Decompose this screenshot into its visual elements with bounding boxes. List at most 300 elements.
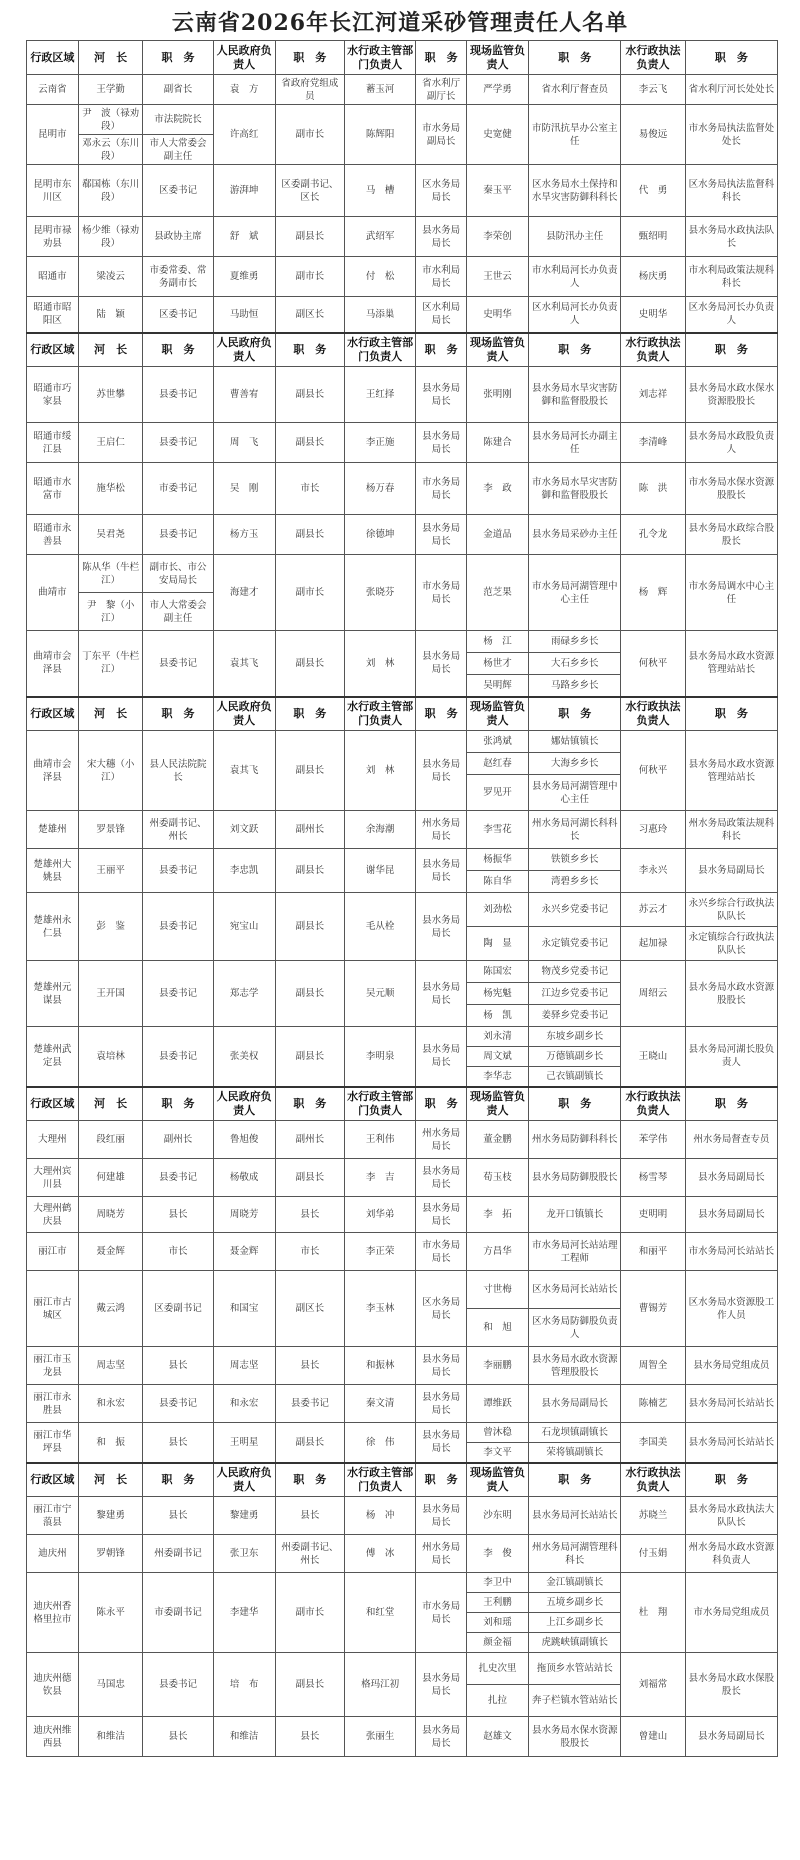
table-cell: 梁凌云 [78,257,143,297]
table-cell: 和 振 [78,1423,143,1463]
table-cell: 和永宏 [78,1385,143,1423]
column-header: 行政区域 [27,1463,79,1497]
table-cell: 施华松 [78,463,143,515]
table-cell: 县水务局局长 [416,423,467,463]
column-header: 职 务 [685,333,777,367]
table-cell: 县政协主席 [143,217,213,257]
table-cell: 刘华弟 [344,1197,415,1233]
table-cell: 张卫东 [213,1535,275,1573]
table-cell: 州委副书记 [143,1535,213,1573]
table-cell: 县委书记 [143,849,213,893]
column-header: 职 务 [275,1087,344,1121]
table-cell: 徐 伟 [344,1423,415,1463]
table-cell: 大理州 [27,1121,79,1159]
table-cell: 杨少维（禄劝段） [78,217,143,257]
column-header: 职 务 [529,1087,621,1121]
table-cell: 马添巢 [344,297,415,333]
table-row [27,463,778,515]
table-cell: 张鸿斌 [466,731,528,753]
column-header: 职 务 [416,333,467,367]
table-cell: 鲁旭俊 [213,1121,275,1159]
column-header: 河 长 [78,333,143,367]
table-cell: 县水务局局长 [416,961,467,1027]
table-cell: 丽江市玉龙县 [27,1347,79,1385]
table-cell: 刘永清 [466,1027,528,1047]
table-cell: 昭通市绥江县 [27,423,79,463]
header-row [27,1087,778,1121]
table-cell: 李荣创 [466,217,528,257]
column-header: 水行政执法负责人 [621,697,686,731]
table-cell: 县水务局局长 [416,1717,467,1757]
table-cell: 郑志学 [213,961,275,1027]
table-cell: 宛宝山 [213,893,275,961]
table-cell: 县委书记 [143,961,213,1027]
table-cell: 吴明辉 [466,675,528,697]
table-cell: 市水务局副局长 [416,105,467,165]
table-cell: 习惠玲 [621,811,686,849]
table-cell: 杨万春 [344,463,415,515]
table-cell: 刘劲松 [466,893,528,927]
header-row [27,333,778,367]
table-cell: 曾沐稳 [466,1423,528,1443]
column-header: 人民政府负责人 [213,697,275,731]
table-row [27,1653,778,1685]
column-header: 职 务 [529,1463,621,1497]
table-cell: 李明泉 [344,1027,415,1087]
table-cell: 迪庆州香格里拉市 [27,1573,79,1653]
table-cell: 副州长 [275,1121,344,1159]
table-cell: 县水务局水政水资源管理股股长 [529,1347,621,1385]
table-cell: 史明华 [621,297,686,333]
table-cell: 大理州鹤庆县 [27,1197,79,1233]
table-cell: 苯学伟 [621,1121,686,1159]
table-cell: 州委副书记、州长 [143,811,213,849]
table-row [27,961,778,983]
table-cell: 县水务局水政执法队长 [685,217,777,257]
table-cell: 昭通市 [27,257,79,297]
table-cell: 副州长 [143,1121,213,1159]
table-cell: 副州长 [275,811,344,849]
table-row [27,1347,778,1385]
table-cell: 县水务局水旱灾害防御和监督股股长 [529,367,621,423]
table-cell: 州水务局政策法规科科长 [685,811,777,849]
table-cell: 副省长 [143,75,213,105]
table-cell: 县水务局副局长 [685,849,777,893]
table-cell: 许高红 [213,105,275,165]
table-cell: 楚雄州大姚县 [27,849,79,893]
table-cell: 和维洁 [213,1717,275,1757]
table-cell: 丽江市 [27,1233,79,1271]
table-cell: 李文平 [466,1443,528,1463]
column-header: 河 长 [78,1463,143,1497]
table-cell: 副市长 [275,555,344,631]
table-cell: 曲靖市会泽县 [27,631,79,697]
table-cell: 区委副书记 [143,1271,213,1347]
table-cell: 县水务局河长站站长 [685,1385,777,1423]
header-row [27,41,778,75]
table-cell: 武绍军 [344,217,415,257]
table-cell: 方昌华 [466,1233,528,1271]
table-row [27,367,778,423]
column-header: 河 长 [78,697,143,731]
table-cell: 区水务局局长 [416,1271,467,1347]
table-cell: 县水务局局长 [416,893,467,961]
table-row [27,1385,778,1423]
table-cell: 和维洁 [78,1717,143,1757]
table-cell: 谭维跃 [466,1385,528,1423]
table-cell: 周文斌 [466,1047,528,1067]
table-cell: 大理州宾川县 [27,1159,79,1197]
table-row [27,1271,778,1309]
column-header: 水行政执法负责人 [621,41,686,75]
table-cell: 刘志祥 [621,367,686,423]
table-cell: 市水务局局长 [416,463,467,515]
table-row [27,1159,778,1197]
table-cell: 袁其飞 [213,631,275,697]
table-cell: 李 拓 [466,1197,528,1233]
table-cell: 周志坚 [213,1347,275,1385]
table-cell: 秦玉平 [466,165,528,217]
table-cell: 马国忠 [78,1653,143,1717]
table-cell: 杨世才 [466,653,528,675]
table-cell: 区水务局河长站站长 [529,1271,621,1309]
table-row [27,1497,778,1535]
table-cell: 余海潮 [344,811,415,849]
table-cell: 李正施 [344,423,415,463]
table-cell: 县水务局党组成员 [685,1347,777,1385]
table-cell: 格玛江初 [344,1653,415,1717]
column-header: 现场监管负责人 [466,333,528,367]
table-cell: 县委书记 [143,1159,213,1197]
table-cell: 县水务局局长 [416,515,467,555]
table-cell: 石龙坝镇副镇长 [529,1423,621,1443]
table-cell: 杨 江 [466,631,528,653]
table-cell: 昭通市巧家县 [27,367,79,423]
table-cell: 市水利局河长办负责人 [529,257,621,297]
column-header: 行政区域 [27,1087,79,1121]
column-header: 现场监管负责人 [466,1087,528,1121]
table-cell: 永定镇党委书记 [529,927,621,961]
table-cell: 楚雄州永仁县 [27,893,79,961]
table-cell: 杨 凯 [466,1005,528,1027]
table-cell: 杨方玉 [213,515,275,555]
table-cell: 谢华昆 [344,849,415,893]
table-cell: 市水务局党组成员 [685,1573,777,1653]
table-cell: 杨雪琴 [621,1159,686,1197]
column-header: 水行政主管部门负责人 [344,1463,415,1497]
column-header: 职 务 [143,333,213,367]
table-cell: 扎史次里 [466,1653,528,1685]
column-header: 现场监管负责人 [466,1463,528,1497]
table-cell: 尹 黎（小江） [78,593,143,631]
table-cell: 王利鹏 [466,1593,528,1613]
table-cell: 县水务局副局长 [529,1385,621,1423]
table-cell: 曲靖市会泽县 [27,731,79,811]
table-cell: 姜驿乡党委书记 [529,1005,621,1027]
column-header: 现场监管负责人 [466,41,528,75]
table-cell: 迪庆州德钦县 [27,1653,79,1717]
table-cell: 陈建合 [466,423,528,463]
table-cell: 史宽健 [466,105,528,165]
table-cell: 邓永云（东川段） [78,135,143,165]
table-cell: 袁其飞 [213,731,275,811]
table-cell: 陶 显 [466,927,528,961]
table-cell: 丽江市宁蒗县 [27,1497,79,1535]
table-row [27,631,778,653]
table-cell: 昆明市东川区 [27,165,79,217]
table-cell: 区水务局局长 [416,165,467,217]
table-row [27,849,778,871]
table-cell: 区委书记 [143,297,213,333]
table-cell: 县委书记 [143,515,213,555]
column-header: 人民政府负责人 [213,41,275,75]
table-cell: 吴君尧 [78,515,143,555]
table-row [27,105,778,135]
table-cell: 聂金辉 [78,1233,143,1271]
table-cell: 市人大常委会副主任 [143,593,213,631]
table-cell: 刘 林 [344,631,415,697]
table-cell: 李清峰 [621,423,686,463]
table-row [27,1535,778,1573]
column-header: 职 务 [685,1463,777,1497]
table-cell: 罗景锋 [78,811,143,849]
table-cell: 副县长 [275,367,344,423]
table-cell: 秦文清 [344,1385,415,1423]
table-cell: 副区长 [275,297,344,333]
table-cell: 省水利厅督查员 [529,75,621,105]
table-cell: 市水务局局长 [416,555,467,631]
table-cell: 市水利局局长 [416,257,467,297]
table-cell: 迪庆州 [27,1535,79,1573]
table-cell: 区水务局执法监督科科长 [685,165,777,217]
column-header: 水行政主管部门负责人 [344,697,415,731]
table-cell: 李国美 [621,1423,686,1463]
table-cell: 雨碌乡乡长 [529,631,621,653]
table-cell: 李华志 [466,1067,528,1087]
table-row [27,1573,778,1593]
table-cell: 和振林 [344,1347,415,1385]
table-cell: 刘福常 [621,1653,686,1717]
table-cell: 苏晓兰 [621,1497,686,1535]
table-cell: 陈 洪 [621,463,686,515]
table-cell: 陈辉阳 [344,105,415,165]
table-cell: 县水务局副局长 [685,1159,777,1197]
table-cell: 周 飞 [213,423,275,463]
column-header: 职 务 [416,1463,467,1497]
table-cell: 宋大穗（小江） [78,731,143,811]
column-header: 职 务 [143,1463,213,1497]
table-cell: 物茂乡党委书记 [529,961,621,983]
table-cell: 丽江市永胜县 [27,1385,79,1423]
table-cell: 副市长 [275,105,344,165]
table-cell: 市长 [275,463,344,515]
table-cell: 昭通市昭阳区 [27,297,79,333]
table-row [27,1197,778,1233]
table-cell: 县防汛办主任 [529,217,621,257]
table-cell: 周晓芳 [213,1197,275,1233]
table-cell: 县水务局局长 [416,731,467,811]
table-cell: 李云飞 [621,75,686,105]
table-cell: 县水务局水保水资源股股长 [529,1717,621,1757]
table-cell: 严学勇 [466,75,528,105]
column-header: 水行政执法负责人 [621,333,686,367]
table-cell: 袁培林 [78,1027,143,1087]
table-cell: 市水务局局长 [416,1233,467,1271]
table-cell: 州水务局局长 [416,811,467,849]
table-cell: 市委书记 [143,463,213,515]
table-cell: 副县长 [275,515,344,555]
table-cell: 周绍云 [621,961,686,1027]
table-cell: 副县长 [275,423,344,463]
column-header: 职 务 [143,697,213,731]
table-cell: 县人民法院院长 [143,731,213,811]
table-cell: 市水务局执法监督处处长 [685,105,777,165]
table-cell: 县水务局河长办副主任 [529,423,621,463]
table-cell: 王明星 [213,1423,275,1463]
table-cell: 县委书记 [143,1385,213,1423]
table-cell: 州水务局河湖管理科科长 [529,1535,621,1573]
table-cell: 张明刚 [466,367,528,423]
table-cell: 曾建山 [621,1717,686,1757]
table-cell: 云南省 [27,75,79,105]
table-row [27,515,778,555]
table-cell: 副市长、市公安局局长 [143,555,213,593]
table-row [27,217,778,257]
table-cell: 市长 [275,1233,344,1271]
table-cell: 市法院院长 [143,105,213,135]
column-header: 河 长 [78,41,143,75]
table-cell: 市水利局政策法规科科长 [685,257,777,297]
table-cell: 副市长 [275,257,344,297]
table-cell: 省水利厅副厅长 [416,75,467,105]
table-cell: 县长 [143,1197,213,1233]
table-cell: 副区长 [275,1271,344,1347]
table-cell: 罗朝锋 [78,1535,143,1573]
table-cell: 县水务局局长 [416,1159,467,1197]
table-cell: 市委副书记 [143,1573,213,1653]
table-cell: 万德镇副乡长 [529,1047,621,1067]
table-cell: 和国宝 [213,1271,275,1347]
table-cell: 副县长 [275,731,344,811]
table-cell: 区水利局局长 [416,297,467,333]
table-cell: 省政府党组成员 [275,75,344,105]
table-row [27,297,778,333]
column-header: 职 务 [529,333,621,367]
column-header: 职 务 [275,697,344,731]
table-cell: 县水务局局长 [416,849,467,893]
column-header: 水行政执法负责人 [621,1463,686,1497]
table-cell: 副县长 [275,217,344,257]
table-row [27,893,778,927]
table-cell: 市水务局河湖管理中心主任 [529,555,621,631]
table-cell: 县水务局水政水资源管理站站长 [685,731,777,811]
table-cell: 荀玉枝 [466,1159,528,1197]
column-header: 水行政主管部门负责人 [344,1087,415,1121]
table-cell: 杨庆勇 [621,257,686,297]
table-cell: 县长 [143,1423,213,1463]
table-cell: 市水务局局长 [416,1573,467,1653]
table-cell: 州水务局水政水资源科负责人 [685,1535,777,1573]
table-cell: 区委副书记、区长 [275,165,344,217]
table-cell: 县水务局水政水资源管理站站长 [685,631,777,697]
column-header: 水行政主管部门负责人 [344,333,415,367]
table-cell: 副市长 [275,1573,344,1653]
table-cell: 夏维勇 [213,257,275,297]
table-cell: 县委书记 [143,1653,213,1717]
table-cell: 毛从栓 [344,893,415,961]
column-header: 人民政府负责人 [213,333,275,367]
table-cell: 市防汛抗旱办公室主任 [529,105,621,165]
table-cell: 市人大常委会副主任 [143,135,213,165]
table-cell: 东坡乡副乡长 [529,1027,621,1047]
table-cell: 永兴乡综合行政执法队队长 [685,893,777,927]
table-cell: 县水务局副局长 [685,1197,777,1233]
table-cell: 扎拉 [466,1685,528,1717]
table-cell: 周志坚 [78,1347,143,1385]
table-row [27,1121,778,1159]
table-cell: 舒 斌 [213,217,275,257]
table-cell: 苏云才 [621,893,686,927]
table-cell: 丽江市华坪县 [27,1423,79,1463]
table-cell: 区水务局河长办负责人 [685,297,777,333]
table-cell: 曲靖市 [27,555,79,631]
table-cell: 李玉林 [344,1271,415,1347]
table-cell: 罗见开 [466,775,528,811]
table-cell: 州委副书记、州长 [275,1535,344,1573]
column-header: 人民政府负责人 [213,1463,275,1497]
table-cell: 副县长 [275,1159,344,1197]
table-cell: 杨振华 [466,849,528,871]
table-cell: 县长 [275,1197,344,1233]
table-cell: 荣将镇副镇长 [529,1443,621,1463]
table-cell: 张美权 [213,1027,275,1087]
table-cell: 昆明市禄劝县 [27,217,79,257]
table-cell: 马 槽 [344,165,415,217]
table-cell: 李建华 [213,1573,275,1653]
table-cell: 王学勤 [78,75,143,105]
table-cell: 段红丽 [78,1121,143,1159]
column-header: 职 务 [685,41,777,75]
table-cell: 市水务局水旱灾害防御和监督股股长 [529,463,621,515]
table-cell: 黎建勇 [213,1497,275,1535]
table-cell: 陈楠艺 [621,1385,686,1423]
table-cell: 游湃坤 [213,165,275,217]
table-cell: 县委书记 [275,1385,344,1423]
table-row [27,1027,778,1047]
table-cell: 杨宪魁 [466,983,528,1005]
table-cell: 李 政 [466,463,528,515]
table-row [27,1233,778,1271]
table-cell: 聂金辉 [213,1233,275,1271]
column-header: 职 务 [685,697,777,731]
table-cell: 李 吉 [344,1159,415,1197]
table-cell: 王利伟 [344,1121,415,1159]
table-cell: 董金鹏 [466,1121,528,1159]
table-cell: 王红择 [344,367,415,423]
table-cell: 奔子栏镇水管站站长 [529,1685,621,1717]
table-cell: 蓄玉河 [344,75,415,105]
table-cell: 黎建勇 [78,1497,143,1535]
table-cell: 吴元顺 [344,961,415,1027]
table-cell: 州水务局局长 [416,1121,467,1159]
table-cell: 县长 [143,1717,213,1757]
table-cell: 马路乡乡长 [529,675,621,697]
table-cell: 吏明明 [621,1197,686,1233]
table-cell: 张丽生 [344,1717,415,1757]
table-cell: 楚雄州武定县 [27,1027,79,1087]
table-cell: 和丽平 [621,1233,686,1271]
table-cell: 市长 [143,1233,213,1271]
